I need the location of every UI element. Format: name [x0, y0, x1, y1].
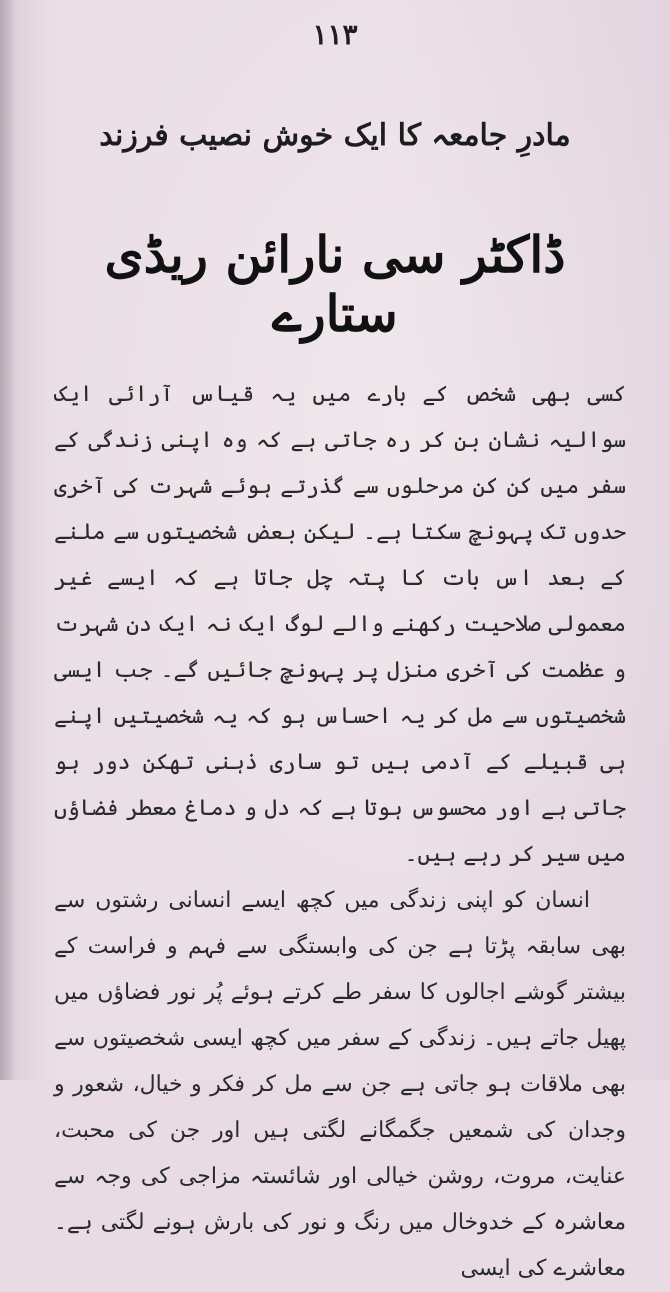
chapter-subtitle: مادرِ جامعہ کا ایک خوش نصیب فرزند — [99, 118, 571, 153]
page-number: ۱۱۳ — [312, 18, 358, 51]
spine-shadow — [0, 0, 16, 1080]
paragraph-2: انسان کو اپنی زندگی میں کچھ ایسے انسانی رشتوں سے بھی سابقہ پڑتا ہے جن کی وابستگی سے فہم و فراست کے بیشتر گوشے اجالوں کا سفر طے کرتے ہوئے پُر نور فضاؤں میں پھیل جاتے ہیں۔ زندگی کے سفر میں کچھ ایسی شخصیتوں سے بھی ملاقات ہو جاتی ہے جن سے مل کر فکر و خیال، شعور و وجدان کی شمعیں جگمگانے لگتی ہیں اور جن کی محبت، عنایت، مروت، روشن خیالی اور شائستہ مزاجی کی وجہ سے معاشرہ کے خدوخال میں رنگ و نور کی بارش ہونے لگتی ہے۔ معاشرے کی ایسی — [54, 888, 626, 1281]
body-text — [54, 372, 626, 1292]
chapter-title: ڈاکٹر سی نارائن ریڈی ستارے — [104, 225, 566, 343]
paragraph-1: کسی بھی شخص کے بارے میں یہ قیاس آرائی ایک سوالیہ نشان بن کر رہ جاتی ہے کہ وہ اپنی زندگی کے سفر میں کن کن مرحلوں سے گذرتے ہوئے شہرت کی آخری حدوں تک پہونچ سکتا ہے۔ لیکن بعض شخصیتوں سے ملنے کے بعد اس بات کا پتہ چل جاتا ہے کہ ایسے غیر معمولی صلاحیت رکھنے والے لوگ ایک نہ ایک دن شہرت و عظمت کی آخری منزل پر پہونچ جائیں گے۔ جب ایسی شخصیتوں سے مل کر یہ احساس ہو کہ یہ شخصیتیں اپنے ہی قبیلے کے آدمی ہیں تو ساری ذہنی تھکن دور ہو جاتی ہے اور محسوس ہوتا ہے کہ دل و دماغ معطر فضاؤں میں سیر کر رہے ہیں۔ — [54, 382, 626, 867]
